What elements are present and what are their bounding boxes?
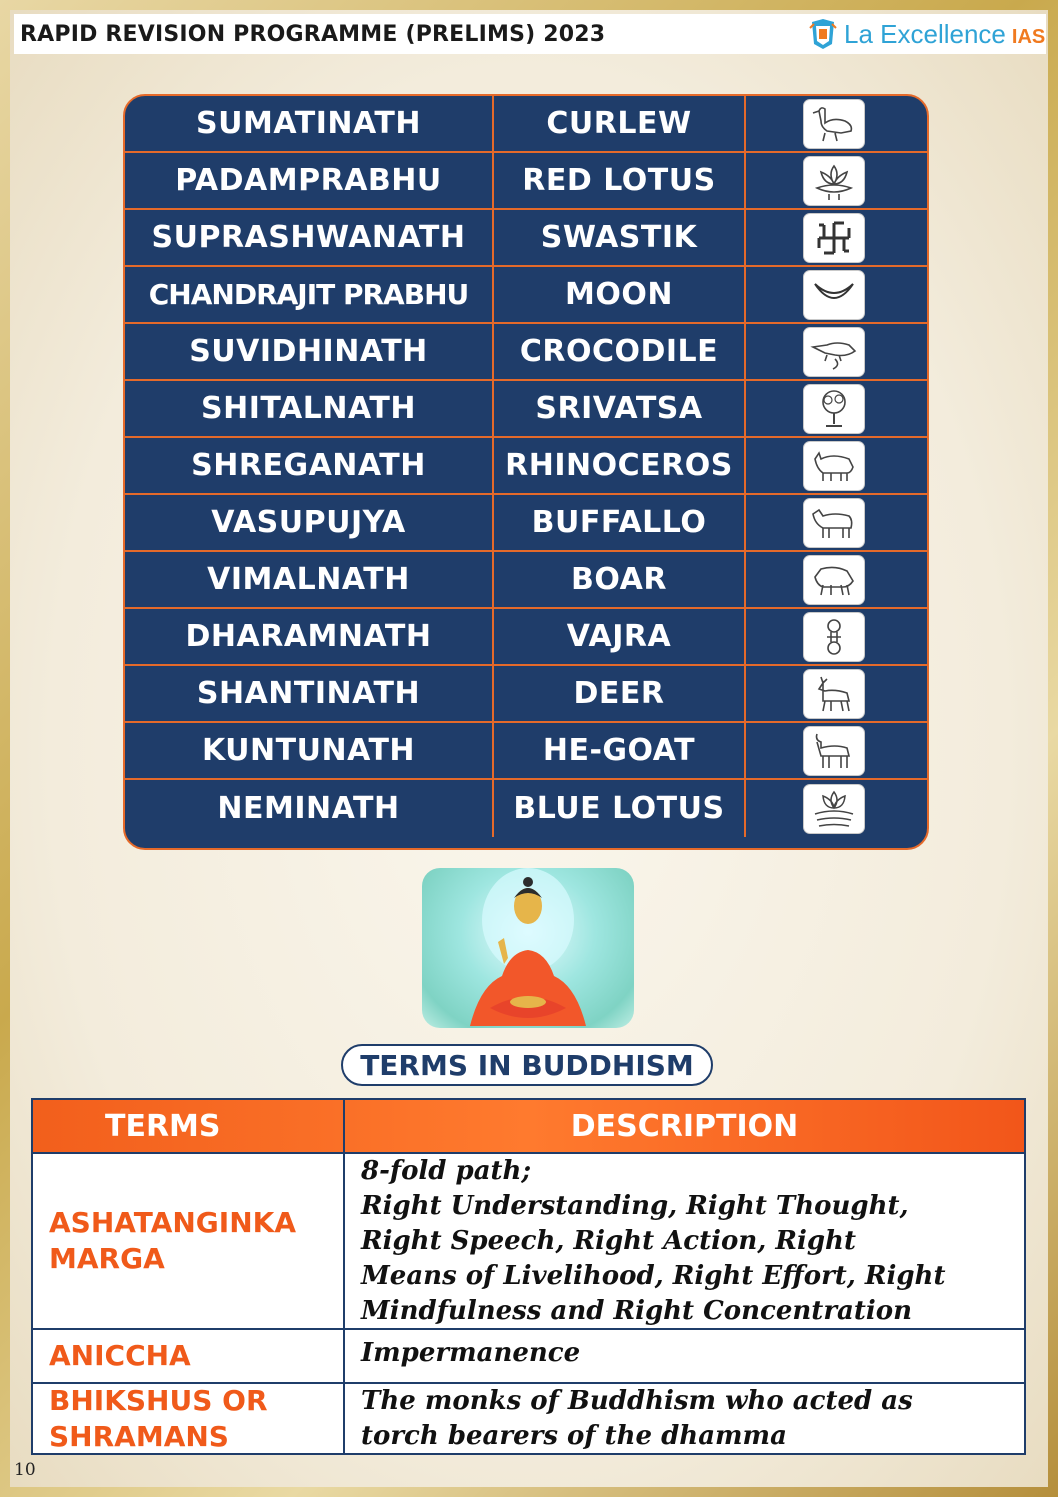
srivatsa-tree-icon: [803, 384, 865, 434]
term-cell: [33, 1154, 345, 1328]
description-line: Means of Livelihood, Right Effort, Right: [361, 1261, 946, 1291]
blue-lotus-icon: [803, 784, 865, 834]
tirthankara-name: CHANDRAJIT PRABHU: [125, 267, 494, 322]
curlew-icon: [803, 99, 865, 149]
tirthankara-symbol: SWASTIK: [494, 210, 746, 265]
tirthankara-name: SHREGANATH: [125, 438, 494, 493]
table-row: [125, 609, 927, 666]
tirthankara-name: SUMATINATH: [125, 96, 494, 151]
description-line: torch bearers of the dhamma: [361, 1421, 787, 1451]
page-number: 10: [14, 1460, 36, 1480]
tirthankara-symbol: SRIVATSA: [494, 381, 746, 436]
crocodile-icon: [803, 327, 865, 377]
table-row: [125, 210, 927, 267]
column-header-description: DESCRIPTION: [570, 1108, 799, 1144]
table-header-row: [33, 1100, 1024, 1152]
tirthankara-name: DHARAMNATH: [125, 609, 494, 664]
swastik-icon: [803, 213, 865, 263]
vajra-icon: [803, 612, 865, 662]
buffalo-icon: [803, 498, 865, 548]
table-row: [125, 153, 927, 210]
term-line: ASHATANGINKA: [49, 1206, 296, 1239]
description-line: 8-fold path;: [361, 1156, 532, 1186]
buddha-image: [422, 868, 634, 1028]
tirthankara-symbol: BOAR: [494, 552, 746, 607]
term-cell: [33, 1384, 345, 1453]
tirthankara-symbol: RED LOTUS: [494, 153, 746, 208]
tirthankara-symbol: BLUE LOTUS: [494, 780, 746, 837]
table-row: [125, 381, 927, 438]
tirthankara-symbol: DEER: [494, 666, 746, 721]
term-line: BHIKSHUS OR: [49, 1383, 268, 1417]
table-row: [125, 267, 927, 324]
logo-emblem-icon: [808, 18, 838, 50]
header-title: RAPID REVISION PROGRAMME (PRELIMS) 2023: [20, 22, 606, 47]
description-line: Impermanence: [361, 1338, 581, 1368]
table-row: [125, 666, 927, 723]
table-row: [125, 780, 927, 837]
tirthankara-name: SUPRASHWANATH: [125, 210, 494, 265]
tirthankara-name: SUVIDHINATH: [125, 324, 494, 379]
lotus-icon: [803, 156, 865, 206]
column-header-terms: TERMS: [33, 1100, 345, 1152]
term-line: ANICCHA: [49, 1339, 191, 1372]
tirthankara-symbol: RHINOCEROS: [494, 438, 746, 493]
tirthankara-symbol: HE-GOAT: [494, 723, 746, 778]
tirthankara-name: NEMINATH: [125, 780, 494, 837]
tirthankara-name: KUNTUNATH: [125, 723, 494, 778]
tirthankara-symbol: VAJRA: [494, 609, 746, 664]
table-row: [125, 324, 927, 381]
tirthankara-name: SHITALNATH: [125, 381, 494, 436]
deer-icon: [803, 669, 865, 719]
table-row: [33, 1152, 1024, 1328]
table-row: [33, 1328, 1024, 1382]
table-row: [125, 552, 927, 609]
table-row: [125, 723, 927, 780]
table-row: [33, 1382, 1024, 1453]
logo-text: La Excellence: [844, 18, 1006, 49]
description-line: Right Understanding, Right Thought,: [361, 1191, 909, 1221]
rhinoceros-icon: [803, 441, 865, 491]
boar-icon: [803, 555, 865, 605]
term-line: SHRAMANS: [49, 1419, 229, 1453]
table-row: [125, 495, 927, 552]
brand-logo: [808, 16, 1045, 52]
buddhism-terms-table: [31, 1098, 1026, 1455]
section-title: TERMS IN BUDDHISM: [341, 1044, 713, 1086]
logo-suffix: IAS: [1011, 25, 1046, 48]
term-line: MARGA: [49, 1242, 165, 1275]
description-line: Right Speech, Right Action, Right: [361, 1226, 856, 1256]
tirthankara-name: PADAMPRABHU: [125, 153, 494, 208]
description-cell: [345, 1154, 1024, 1328]
moon-icon: [803, 270, 865, 320]
description-cell: [345, 1330, 1024, 1382]
tirthankara-table: [123, 94, 929, 850]
description-line: Mindfulness and Right Concentration: [361, 1296, 912, 1326]
tirthankara-name: SHANTINATH: [125, 666, 494, 721]
tirthankara-symbol: CROCODILE: [494, 324, 746, 379]
tirthankara-name: VIMALNATH: [125, 552, 494, 607]
term-cell: [33, 1330, 345, 1382]
table-row: [125, 438, 927, 495]
table-row: [125, 96, 927, 153]
description-cell: [345, 1384, 1024, 1453]
tirthankara-symbol: MOON: [494, 267, 746, 322]
tirthankara-name: VASUPUJYA: [125, 495, 494, 550]
tirthankara-symbol: BUFFALLO: [494, 495, 746, 550]
description-line: The monks of Buddhism who acted as: [361, 1386, 913, 1416]
goat-icon: [803, 726, 865, 776]
tirthankara-symbol: CURLEW: [494, 96, 746, 151]
